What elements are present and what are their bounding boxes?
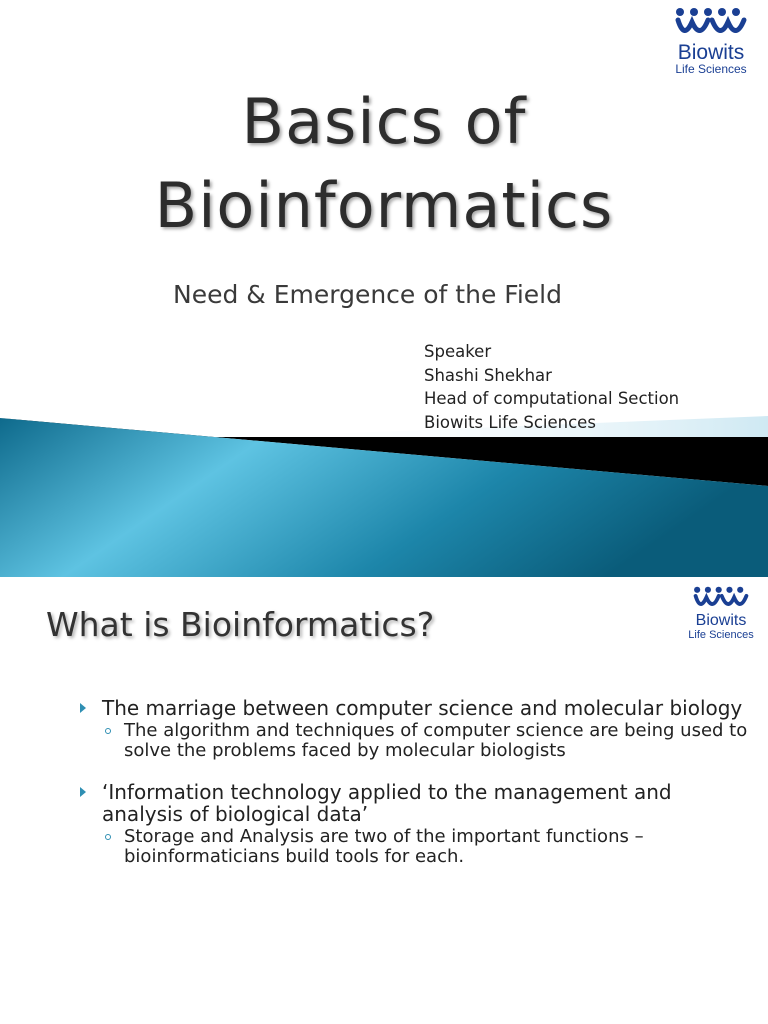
triangle-bullet-icon <box>80 703 86 713</box>
ring-bullet-icon <box>105 728 111 734</box>
ring-bullet-icon <box>105 834 111 840</box>
title-line-2: Bioinformatics <box>154 169 614 242</box>
speaker-role: Head of computational Section <box>424 389 680 408</box>
people-logo-icon <box>691 585 751 613</box>
triangle-bullet-icon <box>80 787 86 797</box>
people-logo-icon <box>672 6 750 42</box>
sub-bullet-list <box>102 721 748 761</box>
speaker-label: Speaker <box>424 342 492 361</box>
sub-bullet-text: Storage and Analysis are two of the important functions – bioinformaticians build tools for each. <box>124 826 644 867</box>
logo-brand-text: Biowits <box>677 41 745 64</box>
speaker-info <box>424 340 679 434</box>
biowits-logo <box>666 6 756 76</box>
slide-title <box>0 80 768 248</box>
sub-bullet-item <box>102 827 748 867</box>
bullet-item <box>78 781 748 867</box>
bullet-text: ‘Information technology applied to the management and analysis of biological data’ <box>102 780 672 826</box>
sub-bullet-text: The algorithm and techniques of computer science are being used to solve the problems faced by molecular biologists <box>124 720 748 761</box>
biowits-logo <box>680 585 762 641</box>
slide-heading: What is Bioinformatics? <box>46 605 435 644</box>
bullet-list <box>78 697 748 887</box>
logo-subtext: Life Sciences <box>688 629 754 641</box>
content-slide <box>0 577 768 1024</box>
bullet-text: The marriage between computer science and molecular biology <box>102 696 743 720</box>
logo-subtext: Life Sciences <box>675 62 747 76</box>
slide-subtitle: Need & Emergence of the Field <box>173 280 562 309</box>
sub-bullet-list <box>102 827 748 867</box>
sub-bullet-item <box>102 721 748 761</box>
title-line-1: Basics of <box>241 85 527 158</box>
logo-brand-text: Biowits <box>695 612 747 629</box>
bullet-item <box>78 697 748 761</box>
speaker-name: Shashi Shekhar <box>424 365 552 385</box>
speaker-org: Biowits Life Sciences <box>424 412 596 432</box>
